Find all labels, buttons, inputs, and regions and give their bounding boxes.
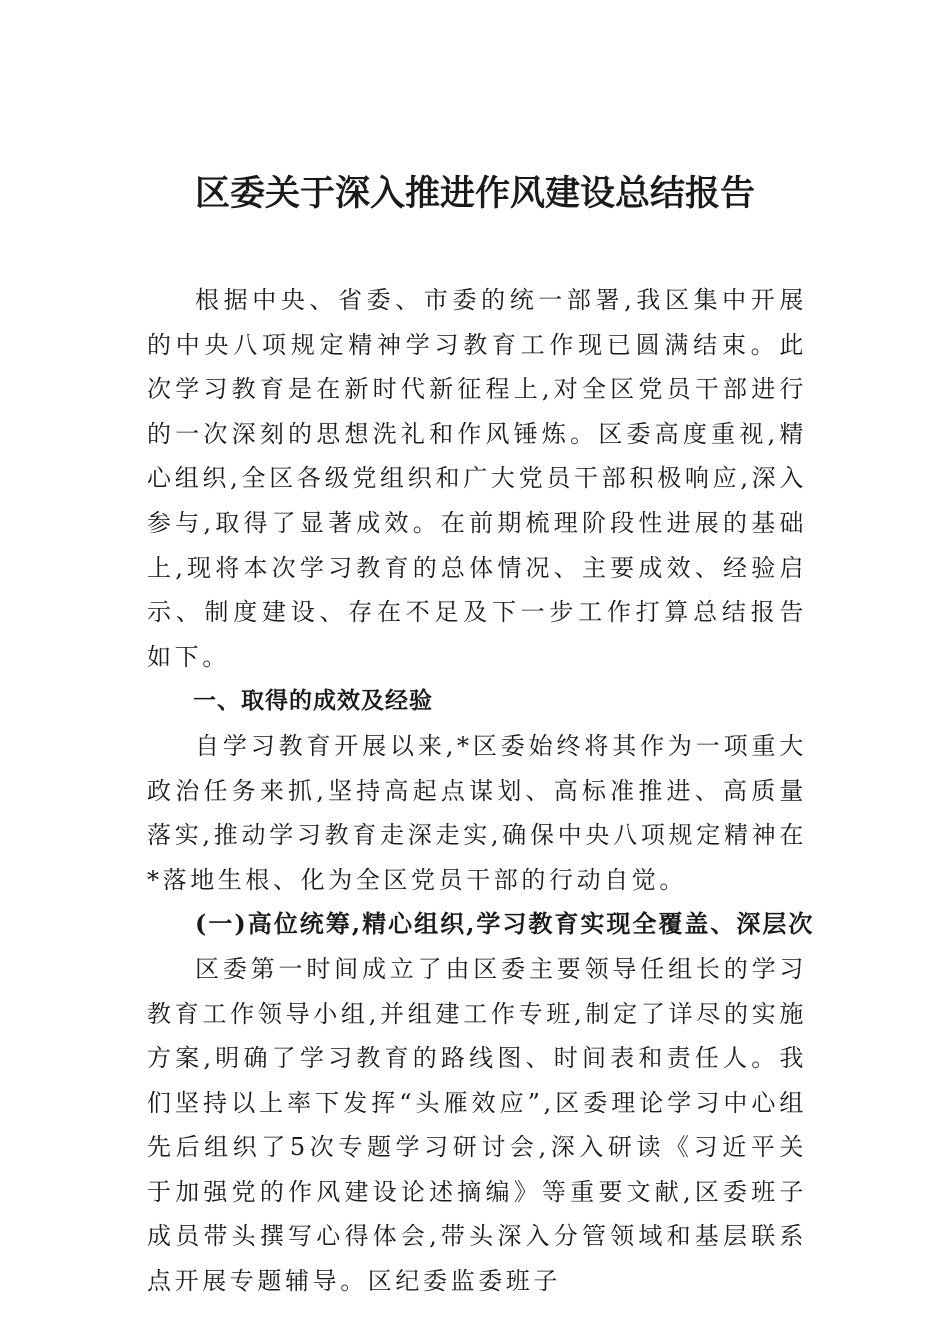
intro-paragraph: 根据中央、省委、市委的统一部署,我区集中开展的中央八项规定精神学习教育工作现已圆满结束。此次学习教育是在新时代新征程上,对全区党员干部进行的一次深刻的思想洗礼和作风锤炼。区委高度重视,精心组织,全区各级党组织和广大党员干部积极响应,深入参与,取得了显著成效。在前期梳理阶段性进展的基础上,现将本次学习教育的总体情况、主要成效、经验启示、制度建设、存在不足及下一步工作打算总结报告如下。 — [147, 286, 807, 671]
subsection-1-paragraph: 区委第一时间成立了由区委主要领导任组长的学习教育工作领导小组,并组建工作专班,制定了详尽的实施方案,明确了学习教育的路线图、时间表和责任人。我们坚持以上率下发挥“头雁效应”,区委理论学习中心组先后组织了5次专题学习研讨会,深入研读《习近平关于加强党的作风建设论述摘编》等重要文献,区委班子成员带头撰写心得体会,带头深入分管领域和基层联系点开展专题辅导。区纪委监委班子 — [147, 954, 807, 1296]
section-heading-1: 一、取得的成效及经验 — [193, 688, 433, 715]
subsection-heading-1: (一)高位统筹,精心组织,学习教育实现全覆盖、深层次 — [195, 909, 815, 939]
document-title: 区委关于深入推进作风建设总结报告 — [194, 174, 755, 214]
section-1-intro-paragraph: 自学习教育开展以来,*区委始终将其作为一项重大政治任务来抓,坚持高起点谋划、高标准推进、高质量落实,推动学习教育走深走实,确保中央八项规定精神在*落地生根、化为全区党员干部的行动自觉。 — [147, 731, 807, 894]
document-body — [147, 278, 815, 1304]
